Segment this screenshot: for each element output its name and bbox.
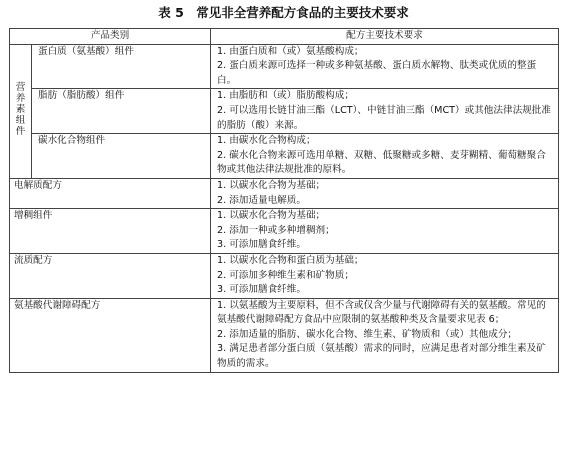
requirement-item: 2. 可添加多种维生素和矿物质；	[217, 269, 354, 281]
category-name: 增稠组件	[10, 209, 211, 254]
requirement-item: 2. 添加一种或多种增稠剂；	[217, 224, 335, 236]
requirements-cell	[211, 134, 559, 179]
component-name: 脂肪（脂肪酸）组件	[32, 89, 211, 134]
component-name: 蛋白质（氨基酸）组件	[32, 44, 211, 89]
requirement-item: 1. 以碳水化合物为基础；	[217, 179, 326, 191]
table-header-row	[10, 29, 559, 45]
requirement-item: 2. 添加适量电解质。	[217, 194, 306, 206]
requirement-item: 1. 由蛋白质和（或）氨基酸构成；	[217, 45, 364, 57]
requirements-cell	[211, 298, 559, 372]
nutrient-group-cell	[10, 44, 32, 178]
requirements-cell	[211, 44, 559, 89]
header-category: 产品类别	[10, 29, 211, 45]
header-requirements: 配方主要技术要求	[211, 29, 559, 45]
requirements-cell	[211, 178, 559, 208]
requirement-item: 3. 满足患者部分蛋白质（氨基酸）需求的同时，应满足患者对部分维生素及矿物质的需求。	[217, 343, 546, 370]
table-row	[10, 178, 559, 208]
category-name: 电解质配方	[10, 178, 211, 208]
requirement-item: 2. 蛋白质来源可选择一种或多种氨基酸、蛋白质水解物、肽类或优质的整蛋白。	[217, 60, 537, 86]
requirement-item: 2. 碳水化合物来源可选用单糖、双糖、低聚糖或多糖、麦芽糊精、葡萄糖聚合物或其他法律法规批准的原料。	[217, 149, 546, 176]
technical-requirements-table	[9, 28, 559, 373]
table-row	[10, 44, 559, 89]
table-row	[10, 253, 559, 298]
requirements-cell	[211, 253, 559, 298]
nutrient-group-label: 营养素组件	[15, 82, 26, 138]
table-row	[10, 298, 559, 372]
table-title: 表 5 常见非全营养配方食品的主要技术要求	[158, 5, 409, 20]
requirement-item: 1. 以氨基酸为主要原料，但不含或仅含少量与代谢障碍有关的氨基酸。常见的氨基酸代谢障碍配方食品中应限制的氨基酸种类及含量要求见表 6；	[217, 299, 546, 326]
table-row	[10, 89, 559, 134]
table-row	[10, 134, 559, 179]
requirement-item: 1. 以碳水化合物为基础；	[217, 210, 326, 222]
category-name: 氨基酸代谢障碍配方	[10, 298, 211, 372]
requirement-item: 3. 可添加膳食纤维。	[217, 284, 306, 296]
component-name: 碳水化合物组件	[32, 134, 211, 179]
requirement-item: 1. 由脂肪和（或）脂肪酸构成；	[217, 90, 354, 102]
requirement-item: 1. 由碳水化合物构成；	[217, 135, 316, 147]
table-row	[10, 209, 559, 254]
requirement-item: 2. 添加适量的脂肪、碳水化合物、维生素、矿物质和（或）其他成分；	[217, 328, 518, 340]
requirement-item: 3. 可添加膳食纤维。	[217, 239, 306, 251]
requirement-item: 2. 可以选用长链甘油三酯（LCT）、中链甘油三酯（MCT）或其他法律法规批准的脂肪（酸）来源。	[217, 104, 551, 131]
requirements-cell	[211, 89, 559, 134]
category-name: 流质配方	[10, 253, 211, 298]
requirements-cell	[211, 209, 559, 254]
requirement-item: 1. 以碳水化合物和蛋白质为基础；	[217, 254, 364, 266]
